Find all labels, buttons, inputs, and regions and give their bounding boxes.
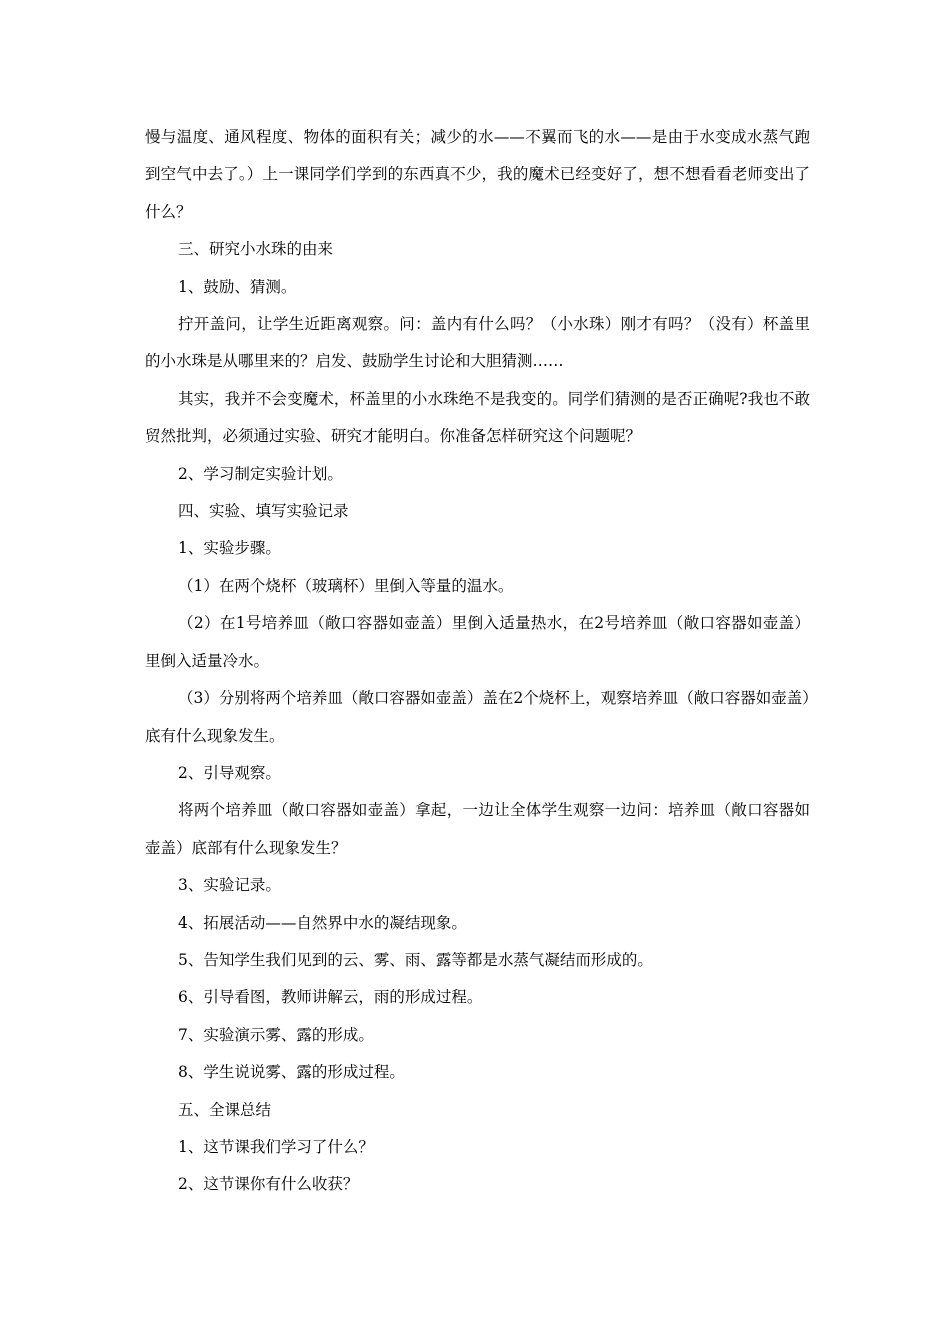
paragraph: 将两个培养皿（敞口容器如壶盖）拿起，一边让全体学生观察一边问：培养皿（敞口容器如壶盖）底部有什么现象发生？: [145, 801, 810, 857]
paragraph: 拧开盖问，让学生近距离观察。问：盖内有什么吗？（小水珠）刚才有吗？（没有）杯盖里的小水珠是从哪里来的？启发、鼓励学生讨论和大胆猜测……: [145, 315, 810, 371]
section-heading-5: 五、全课总结: [178, 1100, 272, 1119]
list-item: 2、引导观察。: [178, 763, 281, 782]
step-item: （1）在两个烧杯（玻璃杯）里倒入等量的温水。: [178, 576, 514, 595]
document-body: [145, 119, 810, 1204]
list-item: 1、这节课我们学习了什么？: [178, 1137, 374, 1156]
list-item: 1、鼓励、猜测。: [178, 277, 297, 296]
list-item: 2、这节课你有什么收获？: [178, 1175, 359, 1194]
step-item: （2）在1号培养皿（敞口容器如壶盖）里倒入适量热水，在2号培养皿（敞口容器如壶盖）里倒入适量冷水。: [145, 614, 810, 670]
list-item: 7、实验演示雾、露的形成。: [178, 1025, 374, 1044]
section-heading-3: 三、研究小水珠的由来: [178, 240, 334, 259]
step-item: （3）分别将两个培养皿（敞口容器如壶盖）盖在2个烧杯上，观察培养皿（敞口容器如壶盖）底有什么现象发生。: [145, 689, 810, 745]
list-item: 6、引导看图，教师讲解云，雨的形成过程。: [178, 988, 483, 1007]
list-item: 3、实验记录。: [178, 876, 281, 895]
list-item: 2、学习制定实验计划。: [178, 464, 343, 483]
list-item: 4、拓展活动——自然界中水的凝结现象。: [178, 913, 467, 932]
section-heading-4: 四、实验、填写实验记录: [178, 502, 349, 521]
paragraph-continuation: 慢与温度、通风程度、物体的面积有关；减少的水——不翼而飞的水——是由于水变成水蒸气跑到空气中去了。）上一课同学们学到的东西真不少，我的魔术已经变好了，想不想看看老师变出了什么？: [145, 128, 810, 221]
paragraph: 其实，我并不会变魔术，杯盖里的小水珠绝不是我变的。同学们猜测的是否正确呢?我也不敢贸然批判，必须通过实验、研究才能明白。你准备怎样研究这个问题呢？: [145, 389, 810, 446]
list-item: 8、学生说说雾、露的形成过程。: [178, 1063, 405, 1082]
list-item: 1、实验步骤。: [178, 539, 281, 558]
list-item: 5、告知学生我们见到的云、雾、雨、露等都是水蒸气凝结而形成的。: [178, 950, 653, 969]
